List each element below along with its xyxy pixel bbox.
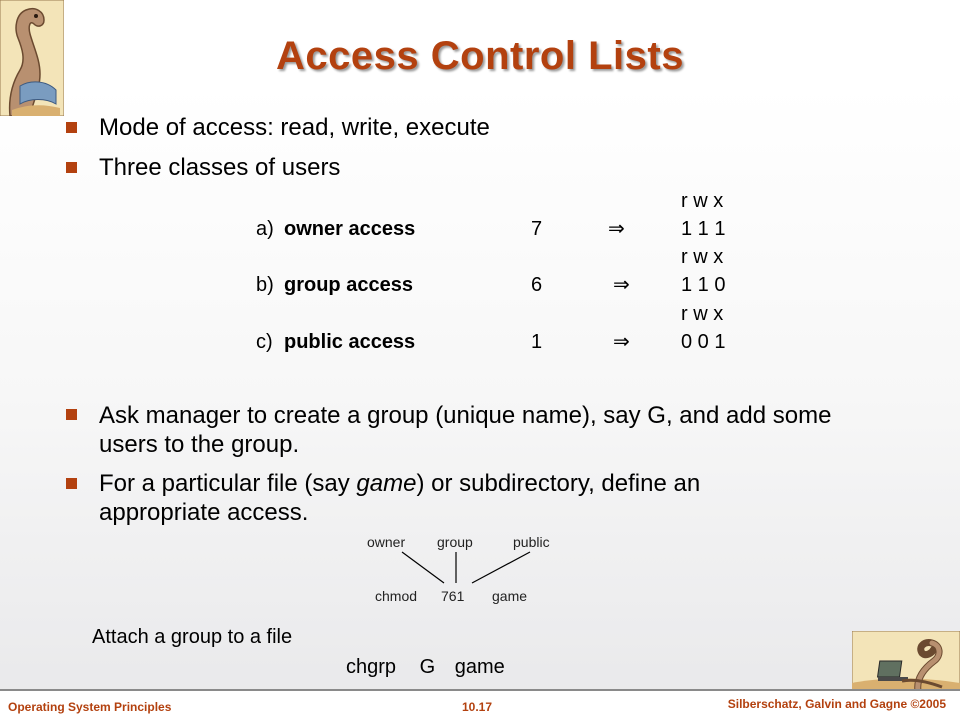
diagram-chmod-label: chmod	[375, 588, 418, 604]
diagram-code-label: 761	[441, 588, 465, 604]
access-row-group-arrow: ⇒	[613, 274, 630, 296]
page-title: Access Control Lists	[276, 34, 684, 78]
access-row-group-label: group access	[284, 274, 413, 296]
diagram-public-label: public	[513, 534, 550, 550]
access-row-public-arrow: ⇒	[613, 331, 630, 353]
public-connector-line	[472, 552, 530, 583]
bullet-particular-file-line2: appropriate access.	[99, 499, 309, 526]
access-row-owner-value: 7	[531, 218, 543, 240]
footer-course-title: Operating System Principles	[8, 700, 172, 714]
access-row-public-value: 1	[531, 331, 543, 353]
diagram-connector-lines	[380, 550, 580, 586]
dinosaur-laptop-bottom-right-icon	[852, 631, 960, 693]
bullet-marker	[66, 162, 77, 173]
bullet-particular-file	[99, 469, 899, 527]
access-row-public-label: public access	[284, 331, 416, 353]
access-row-group-bits: 1 1 0	[681, 274, 726, 296]
access-row-owner-label: owner access	[284, 218, 416, 240]
access-row-owner-prefix: a)	[256, 218, 274, 240]
access-row-public-bits: 0 0 1	[681, 331, 726, 353]
bullet-three-classes: Three classes of users	[99, 154, 341, 181]
rwx-header: r w x	[681, 246, 724, 268]
access-row-group-value: 6	[531, 274, 543, 296]
bullet-marker	[66, 478, 77, 489]
bullet-marker	[66, 409, 77, 420]
footer-slide-number: 10.17	[462, 700, 493, 714]
bullet-particular-file-italic: game	[356, 470, 417, 497]
rwx-header: r w x	[681, 190, 724, 212]
access-row-owner-arrow: ⇒	[608, 218, 625, 240]
owner-connector-line	[402, 552, 444, 583]
access-row-public-prefix: c)	[256, 331, 273, 353]
chgrp-arg-group: G	[419, 656, 436, 678]
footer-authors: Silberschatz, Galvin and Gagne ©2005	[727, 697, 946, 711]
access-row-group-prefix: b)	[256, 274, 274, 296]
access-row-owner-bits: 1 1 1	[681, 218, 726, 240]
diagram-owner-label: owner	[367, 534, 406, 550]
bullet-ask-manager: Ask manager to create a group (unique name), say G, and add some users to the group.	[99, 402, 832, 458]
bullet-particular-file-part2: ) or subdirectory, define an	[416, 470, 701, 497]
chgrp-cmd: chgrp	[346, 656, 397, 678]
diagram-game-label: game	[492, 588, 528, 604]
attach-group-text: Attach a group to a file	[92, 626, 293, 648]
diagram-group-label: group	[437, 534, 473, 550]
chgrp-arg-file: game	[454, 656, 505, 678]
rwx-header: r w x	[681, 303, 724, 325]
bullet-particular-file-part1: For a particular file (say	[99, 470, 357, 497]
chgrp-command	[346, 655, 505, 679]
bullet-mode-of-access: Mode of access: read, write, execute	[99, 114, 490, 141]
bullet-marker	[66, 122, 77, 133]
